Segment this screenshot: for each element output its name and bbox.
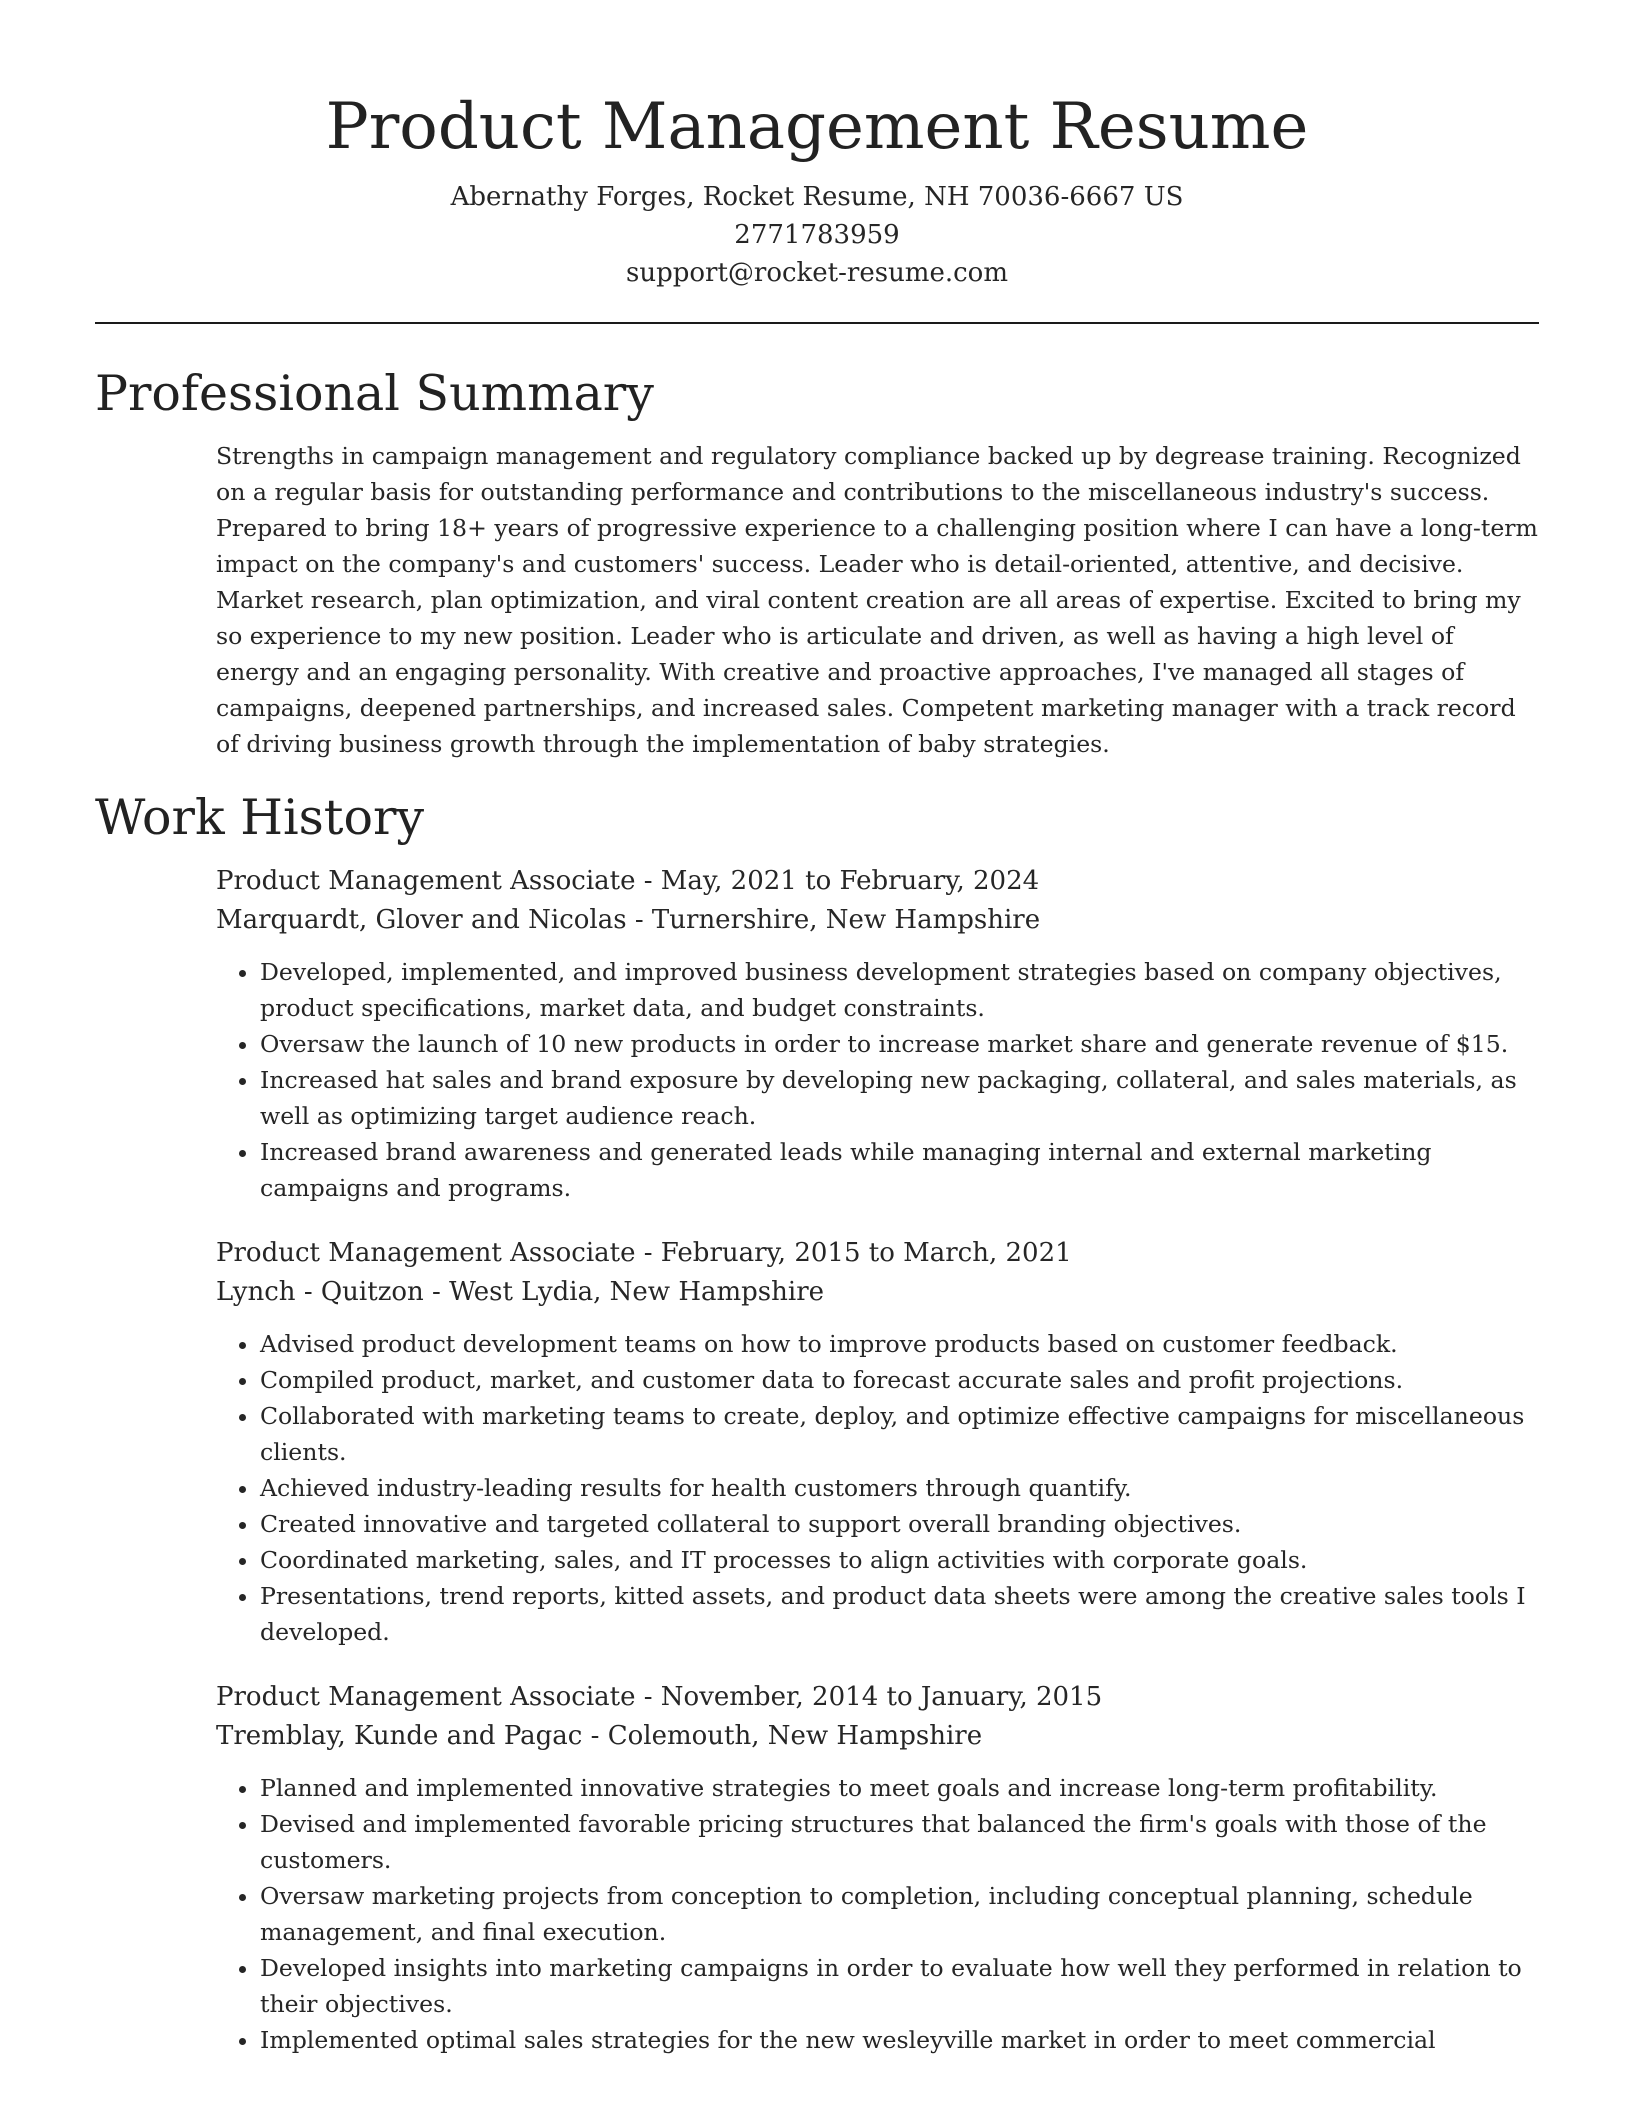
job-company: Marquardt, Glover and Nicolas	[216, 905, 627, 935]
job-dates: May, 2021 to February, 2024	[660, 866, 1040, 896]
summary-section	[216, 438, 1539, 762]
job-company-line: Marquardt, Glover and Nicolas - Turnershire, New Hampshire	[216, 905, 1041, 935]
bullet-item: • Planned and implemented innovative strategies to meet goals and increase long-term profitability.	[260, 1770, 1539, 1806]
job-entry	[216, 862, 1539, 1206]
job-entry	[216, 1678, 1539, 2058]
job-title-line: Product Management Associate - February, 2015 to March, 2021	[216, 1238, 1072, 1268]
bullet-item: • Developed, implemented, and improved business development strategies based on company objectives, product specifications, market data, and budget constraints.	[260, 954, 1539, 1026]
work-history-list	[95, 862, 1539, 2058]
job-entry	[216, 1234, 1539, 1650]
job-bullets	[216, 954, 1539, 1206]
job-location: West Lydia, New Hampshire	[449, 1277, 825, 1307]
bullet-item: • Advised product development teams on how to improve products based on customer feedback.	[260, 1326, 1539, 1362]
bullet-item: • Increased brand awareness and generated leads while managing internal and external marketing campaigns and programs.	[260, 1134, 1539, 1206]
contact-phone: 2771783959	[734, 220, 900, 250]
bullet-item: • Achieved industry-leading results for health customers through quantify.	[260, 1470, 1539, 1506]
job-bullets	[216, 1770, 1539, 2058]
job-role: Product Management Associate	[216, 1682, 636, 1712]
contact-email: support@rocket-resume.com	[625, 258, 1008, 288]
bullet-item: • Developed insights into marketing campaigns in order to evaluate how well they performed in relation to their objectives.	[260, 1950, 1539, 2022]
bullet-item: • Created innovative and targeted collateral to support overall branding objectives.	[260, 1506, 1539, 1542]
job-role: Product Management Associate	[216, 866, 636, 896]
contact-address: Abernathy Forges, Rocket Resume, NH 70036-6667 US	[450, 182, 1184, 212]
job-title-line: Product Management Associate - November, 2014 to January, 2015	[216, 1682, 1103, 1712]
summary-heading: Professional Summary	[95, 365, 654, 422]
job-company: Lynch - Quitzon	[216, 1277, 424, 1307]
job-dates: November, 2014 to January, 2015	[660, 1682, 1103, 1712]
work-history-heading: Work History	[95, 789, 425, 846]
header-divider	[95, 322, 1539, 324]
resume-title: Product Management Resume	[325, 90, 1309, 164]
bullet-item: • Compiled product, market, and customer data to forecast accurate sales and profit projections.	[260, 1362, 1539, 1398]
bullet-item: • Coordinated marketing, sales, and IT processes to align activities with corporate goals.	[260, 1542, 1539, 1578]
bullet-item: • Collaborated with marketing teams to create, deploy, and optimize effective campaigns for miscellaneous clients.	[260, 1398, 1539, 1470]
job-company: Tremblay, Kunde and Pagac	[216, 1721, 583, 1751]
job-location: Colemouth, New Hampshire	[607, 1721, 983, 1751]
bullet-item: • Presentations, trend reports, kitted assets, and product data sheets were among the creative sales tools I developed.	[260, 1578, 1539, 1650]
bullet-item: • Oversaw marketing projects from conception to completion, including conceptual planning, schedule management, and final execution.	[260, 1878, 1539, 1950]
bullet-item: • Oversaw the launch of 10 new products in order to increase market share and generate revenue of $15.	[260, 1026, 1539, 1062]
job-location: Turnershire, New Hampshire	[651, 905, 1041, 935]
resume-header	[95, 0, 1539, 292]
bullet-item: • Increased hat sales and brand exposure by developing new packaging, collateral, and sales materials, as well as optimizing target audience reach.	[260, 1062, 1539, 1134]
job-title-line: Product Management Associate - May, 2021 to February, 2024	[216, 866, 1040, 896]
job-dates: February, 2015 to March, 2021	[660, 1238, 1072, 1268]
bullet-item: • Implemented optimal sales strategies for the new wesleyville market in order to meet commercial	[260, 2022, 1539, 2058]
job-company-line: Lynch - Quitzon - West Lydia, New Hampshire	[216, 1277, 825, 1307]
summary-text: Strengths in campaign management and regulatory compliance backed up by degrease training. Recognized on a regular basis for outstanding performance and contributions to the miscellaneous industry's success. Prepared to bring 18+ years of progressive experience to a challenging position where I can have a long-term impact on the company's and customers' success. Leader who is detail-oriented, attentive, and decisive. Market research, plan optimization, and viral content creation are all areas of expertise. Excited to bring my so experience to my new position. Leader who is articulate and driven, as well as having a high level of energy and an engaging personality. With creative and proactive approaches, I've managed all stages of campaigns, deepened partnerships, and increased sales. Competent marketing manager with a track record of driving business growth through the implementation of baby strategies.	[216, 442, 1538, 758]
job-bullets	[216, 1326, 1539, 1650]
contact-info	[95, 178, 1539, 292]
resume-page	[95, 0, 1539, 2058]
bullet-item: • Devised and implemented favorable pricing structures that balanced the firm's goals with those of the customers.	[260, 1806, 1539, 1878]
job-company-line: Tremblay, Kunde and Pagac - Colemouth, New Hampshire	[216, 1721, 983, 1751]
job-role: Product Management Associate	[216, 1238, 636, 1268]
